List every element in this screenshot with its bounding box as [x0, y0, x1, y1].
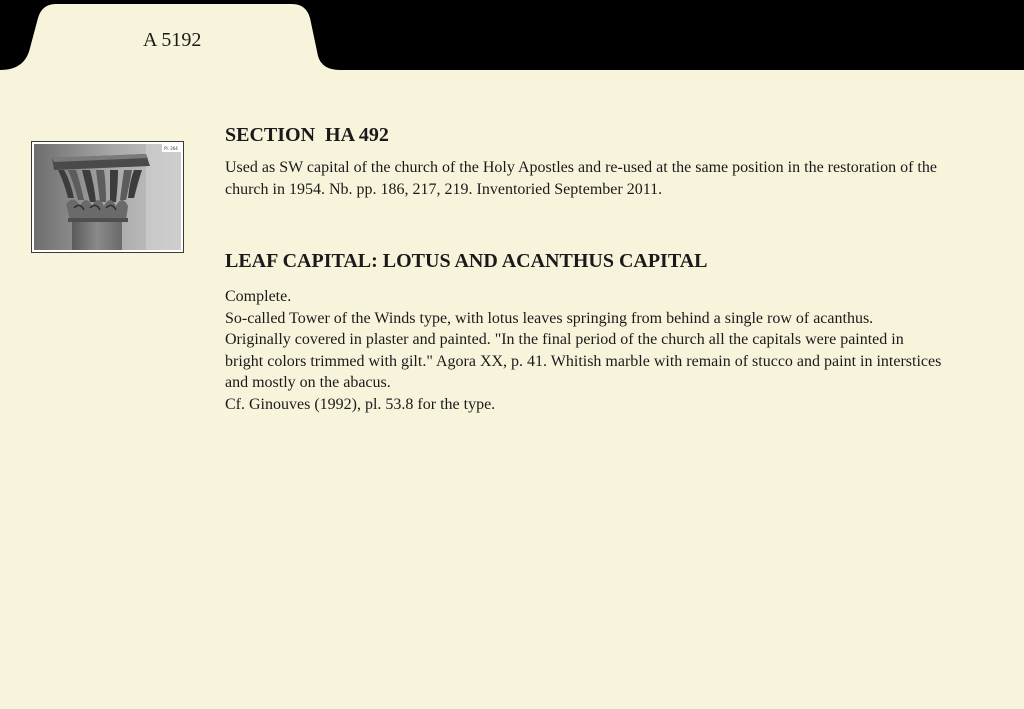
- section-description: Used as SW capital of the church of the Holy Apostles and re-used at the same position in the restoration of the church in 1954. Nb. pp. 186, 217, 219. Inventoried September 2011.: [225, 159, 937, 198]
- capital-photo-icon: [34, 144, 181, 250]
- capital-photo-thumbnail[interactable]: [31, 141, 184, 253]
- description-line: So-called Tower of the Winds type, with lotus leaves springing from behind a single row of acanthus.: [225, 309, 874, 327]
- description-line: Originally covered in plaster and painted. "In the final period of the church all the capitals were painted in bright colors trimmed with gilt." Agora XX, p. 41. Whitish marble with remain of stucco and paint in interstices and mostly on the abacus.: [225, 331, 942, 391]
- section-heading: SECTION HA 492: [225, 124, 389, 146]
- description-line: Cf. Ginouves (1992), pl. 53.8 for the type.: [225, 395, 496, 413]
- svg-text:Pl. 264: Pl. 264: [164, 146, 178, 151]
- object-title: LEAF CAPITAL: LOTUS AND ACANTHUS CAPITAL: [225, 250, 708, 272]
- description-line: Complete.: [225, 288, 292, 305]
- object-description: [225, 286, 945, 415]
- catalog-number: A 5192: [143, 29, 202, 51]
- card-content: [225, 123, 945, 415]
